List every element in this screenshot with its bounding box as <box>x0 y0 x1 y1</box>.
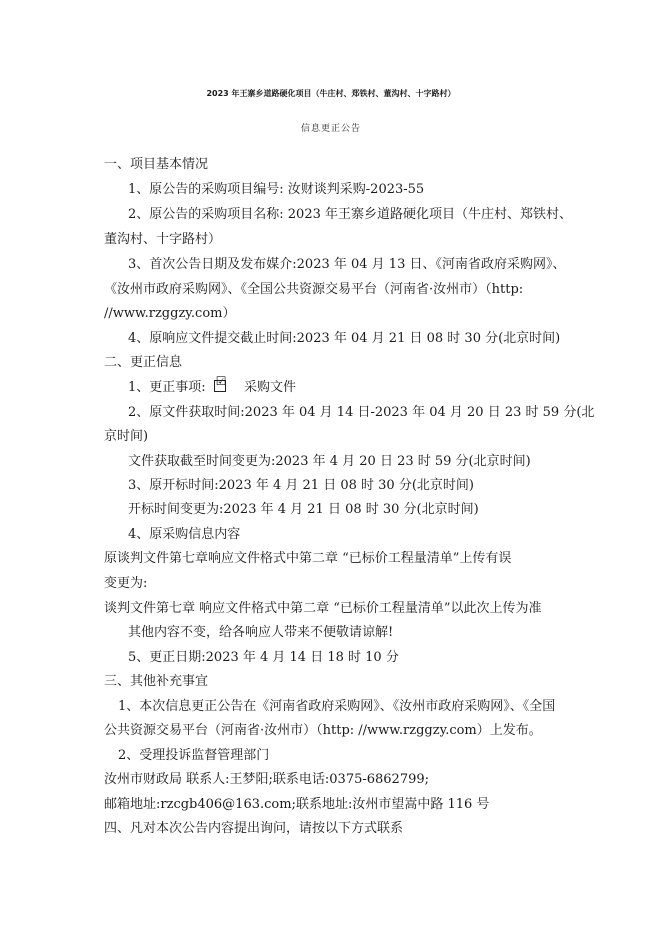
section2-item2-line2: 京时间) <box>104 429 149 444</box>
section2-item2-line1: 2、原文件获取时间:2023 年 04 月 14 日-2023 年 04 月 20 日 23 时 59 分(北 <box>128 405 595 420</box>
checkbox-checked-icon <box>214 374 227 392</box>
section3-heading: 三、其他补充事宜 <box>104 674 209 689</box>
address-line: 邮箱地址:rzcgb406@163.com;联系地址:汝州市望嵩中路 116 号 <box>104 797 490 812</box>
change-item-value: 采购文件 <box>243 380 296 395</box>
section1-item1: 1、原公告的采购项目编号: 汝财谈判采购-2023-55 <box>128 182 425 197</box>
section2-item2-change: 文件获取截至时间变更为:2023 年 4 月 20 日 23 时 59 分(北京时间) <box>128 454 531 469</box>
section1-item2-line1: 2、原公告的采购项目名称: 2023 年王寨乡道路硬化项目（牛庄村、郑铁村、 <box>128 207 572 222</box>
other-note: 其他内容不变，给各响应人带来不便敬请谅解! <box>128 625 394 640</box>
section1-item3-line2: 《汝州市政府采购网》、《全国公共资源交易平台（河南省·汝州市）（http: <box>104 282 524 297</box>
section2-item3-change: 开标时间变更为:2023 年 4 月 21 日 08 时 30 分(北京时间) <box>128 502 479 517</box>
document-title: 2023 年王寨乡道路硬化项目（牛庄村、郑铁村、董沟村、十字路村） <box>206 89 456 98</box>
section4-heading: 四、凡对本次公告内容提出询问，请按以下方式联系 <box>104 821 404 836</box>
section2-item5: 5、更正日期:2023 年 4 月 14 日 18 时 10 分 <box>128 650 399 665</box>
section2-item1 <box>128 374 296 396</box>
section1-item3-line1: 3、首次公告日期及发布媒介:2023 年 04 月 13 日、《河南省政府采购网》、 <box>128 257 566 272</box>
section3-item1-line1: 1、本次信息更正公告在《河南省政府采购网》、《汝州市政府采购网》、《全国 <box>118 699 556 714</box>
changed-label: 变更为: <box>104 576 148 591</box>
original-content: 原谈判文件第七章响应文件格式中第二章 “已标价工程量清单”上传有误 <box>104 551 512 566</box>
check-mark-icon: ☑ <box>215 374 227 388</box>
section3-item2: 2、受理投诉监督管理部门 <box>118 748 270 763</box>
section2-heading: 二、更正信息 <box>104 355 183 370</box>
section1-item3-line3: //www.rzggzy.com） <box>104 306 236 321</box>
contact-line: 汝州市财政局 联系人:王梦阳;联系电话:0375-6862799; <box>104 772 430 787</box>
section1-heading: 一、项目基本情况 <box>104 157 209 172</box>
document-subtitle: 信息更正公告 <box>300 124 361 134</box>
section3-item1-line2: 公共资源交易平台（河南省·汝州市）（http: //www.rzggzy.com）上发布。 <box>104 723 542 738</box>
section1-item4: 4、原响应文件提交截止时间:2023 年 04 月 21 日 08 时 30 分(北京时间) <box>128 331 561 346</box>
change-item-label: 1、更正事项: <box>128 380 206 395</box>
section2-item4: 4、原采购信息内容 <box>128 527 241 542</box>
changed-content: 谈判文件第七章 响应文件格式中第二章 “已标价工程量清单”以此次上传为准 <box>104 601 542 616</box>
section2-item3: 3、原开标时间:2023 年 4 月 21 日 08 时 30 分(北京时间) <box>128 478 474 493</box>
section1-item2-line2: 董沟村、十字路村） <box>104 232 222 247</box>
